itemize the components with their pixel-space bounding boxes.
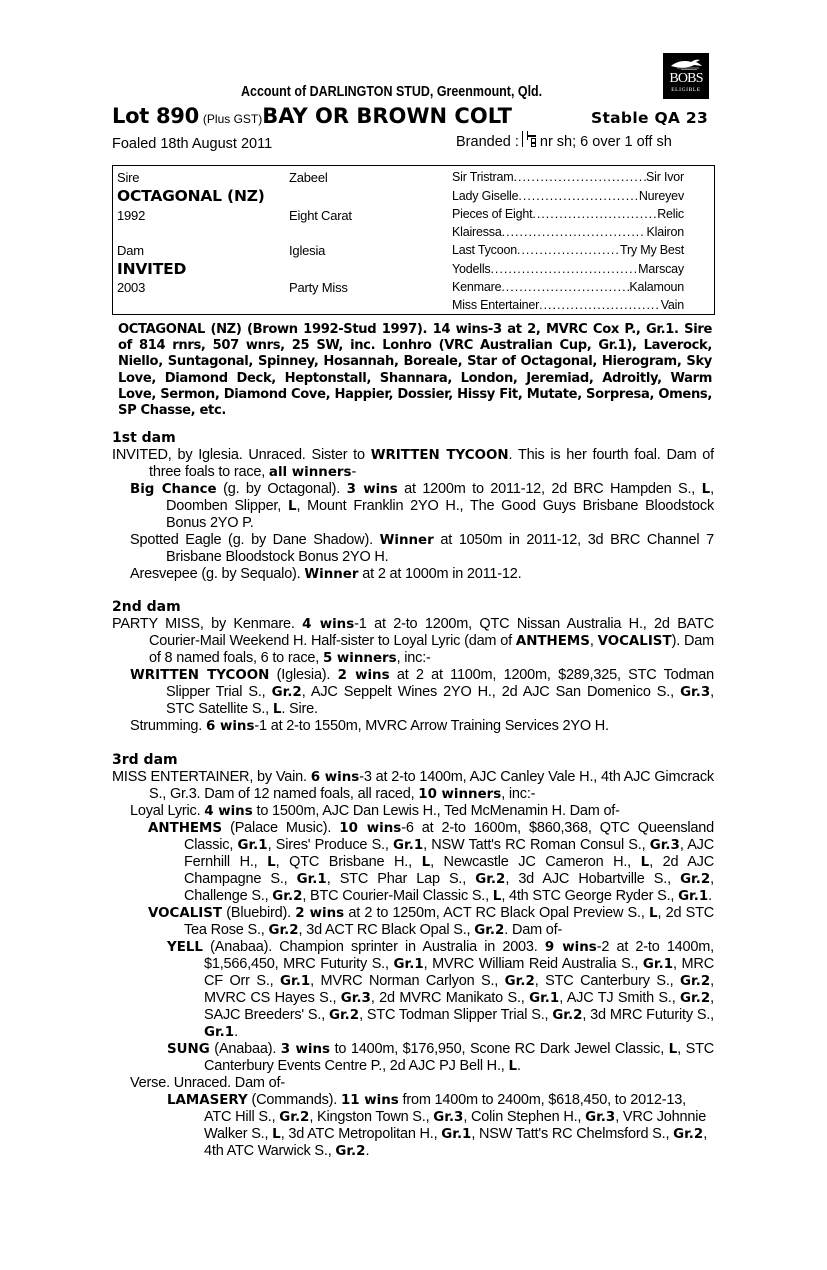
bold-text: L (267, 855, 276, 870)
plus-gst-note: (Plus GST) (202, 112, 263, 126)
bold-text: Gr.1 (393, 838, 424, 853)
bold-text: L (648, 906, 658, 921)
bold-text: Gr.2 (680, 872, 711, 887)
bold-text: 3 wins (346, 482, 398, 497)
foaled-date: Foaled 18th August 2011 (112, 136, 273, 152)
lot-number: Lot 890 (112, 104, 199, 128)
bold-text: 4 wins (302, 617, 355, 632)
pedigree-table (112, 165, 715, 315)
bold-text: Gr.2 (504, 974, 535, 989)
produce-entry: MISS ENTERTAINER, by Vain. 6 wins-3 at 2-to 1400m, AJC Canley Vale H., 4th AJC Gimcrack S., Gr.3. Dam of 12 named foals, all raced, 10 winners, inc:- (112, 769, 714, 802)
produce-entry: Loyal Lyric. 4 wins to 1500m, AJC Dan Lewis H., Ted McMenamin H. Dam of- (130, 803, 620, 819)
bold-text: Gr.3 (649, 838, 680, 853)
bold-text: 6 wins (310, 770, 360, 785)
brand-mark-icon (522, 131, 536, 147)
great-grandparent-row: Kenmare ..... Kalamoun (452, 280, 684, 294)
bold-text: YELL (167, 940, 203, 955)
produce-entry: WRITTEN TYCOON (Iglesia). 2 wins at 2 at 1100m, 1200m, $289,325, STC Todman Slipper Trial S., Gr.2, AJC Seppelt Wines 2YO H., 2d AJC San Domenico S., Gr.3, STC Satellite S., L. Sire. (130, 667, 714, 717)
bold-text: 4 wins (204, 804, 253, 819)
bold-text: 2 wins (337, 668, 390, 683)
bold-text: Gr.2 (329, 1008, 360, 1023)
bold-text: L (421, 855, 431, 870)
bold-text: Gr.2 (268, 923, 299, 938)
bold-text: Gr.1 (529, 991, 560, 1006)
bold-text: Gr.2 (475, 872, 506, 887)
sire-summary: OCTAGONAL (NZ) (Brown 1992-Stud 1997). 14 wins-3 at 2, MVRC Cox P., Gr.1. Sire of 814 rnrs, 507 wnrs, 25 SW, inc. Lonhro (VRC Australian Cup, Gr.1), Laverock, Niello, Suntagonal, Spinney, Hosannah, Boreale, Star of Octagonal, Hierogram, Sky Love, Diamond Deck, Heptonstall, Shannara, London, Jeremiad, Adroitly, Warm Love, Sermon, Diamond Cove, Happier, Dossier, Hissy Fit, Mutate, Sorpresa, Omens, SP Chasse, etc. (118, 322, 712, 419)
bold-text: Gr.2 (552, 1008, 583, 1023)
bold-text: Gr.3 (680, 685, 711, 700)
bold-text: 6 wins (205, 719, 255, 734)
great-grandparent-row: Sir Tristram ..... Sir Ivor (452, 170, 684, 184)
produce-entry: INVITED, by Iglesia. Unraced. Sister to WRITTEN TYCOON. This is her fourth foal. Dam of three foals to race, all winners- (112, 447, 714, 480)
bold-text: Gr.3 (433, 1110, 464, 1125)
bold-text: Gr.1 (642, 957, 674, 972)
bold-text: WRITTEN TYCOON (370, 448, 509, 463)
third-dam-section (112, 752, 714, 1160)
bold-text: Gr.1 (204, 1025, 235, 1040)
bold-text: Gr.1 (280, 974, 311, 989)
bold-text: WRITTEN TYCOON (130, 668, 270, 683)
produce-entry: YELL (Anabaa). Champion sprinter in Australia in 2003. 9 wins-2 at 2-to 1400m, $1,566,450, MRC Futurity S., Gr.1, MVRC William Reid Australia S., Gr.1, MRC CF Orr S., Gr.1, MVRC Norman Carlyon S., Gr.2, STC Canterbury S., Gr.2, MVRC CS Hayes S., Gr.3, 2d MVRC Manikato S., Gr.1, AJC TJ Smith S., Gr.2, SAJC Breeders' S., Gr.2, STC Todman Slipper Trial S., Gr.2, 3d MRC Futurity S., Gr.1. (167, 939, 714, 1040)
branded-label: Branded : (456, 134, 519, 150)
bold-text: L (272, 702, 282, 717)
sire-year: 1992 (117, 208, 146, 223)
bold-text: Gr.2 (680, 991, 711, 1006)
bold-text: 9 wins (544, 940, 597, 955)
bold-text: VOCALIST (148, 906, 222, 921)
produce-entry: ANTHEMS (Palace Music). 10 wins-6 at 2-to 1600m, $860,368, QTC Queensland Classic, Gr.1, Sires' Produce S., Gr.1, NSW Tatt's RC Roman Consul S., Gr.3, AJC Fernhill H., L, QTC Brisbane H., L, Newcastle JC Cameron H., L, 2d AJC Champagne S., Gr.1, STC Phar Lap S., Gr.2, 3d AJC Hobartville S., Gr.2, Challenge S., Gr.2, BTC Courier-Mail Classic S., L, 4th STC George Ryder S., Gr.1. (148, 820, 714, 904)
bold-text: Gr.3 (340, 991, 371, 1006)
bold-text: Winner (304, 567, 359, 582)
bold-text: Gr.1 (678, 889, 709, 904)
bold-text: L (640, 855, 650, 870)
colour-sex: BAY OR BROWN COLT (262, 104, 512, 128)
dam-label: Dam (117, 243, 144, 258)
bold-text: L (701, 482, 711, 497)
sire-dam: Eight Carat (289, 208, 352, 223)
sire-name: OCTAGONAL (NZ) (117, 187, 265, 205)
produce-entry: Big Chance (g. by Octagonal). 3 wins at 1200m to 2011-12, 2d BRC Hampden S., L, Doomben Slipper, L, Mount Franklin 2YO H., The Good Guys Brisbane Bloodstock Bonus 2YO P. (130, 481, 714, 531)
produce-entry: LAMASERY (Commands). 11 wins from 1400m to 2400m, $618,450, to 2012-13, ATC Hill S., Gr.2, Kingston Town S., Gr.3, Colin Stephen H., Gr.3, VRC Johnnie Walker S., L, 3d ATC Metropolitan H., Gr.1, NSW Tatt's RC Chelmsford S., Gr.2, 4th ATC Warwick S., Gr.2. (167, 1092, 708, 1159)
bold-text: Gr.1 (237, 838, 268, 853)
bold-text: Gr.2 (474, 923, 505, 938)
bold-text: Gr.3 (585, 1110, 616, 1125)
bold-text: 11 wins (340, 1093, 399, 1108)
bold-text: 10 wins (339, 821, 402, 836)
bold-text: Winner (379, 533, 434, 548)
brand-detail: nr sh; 6 over 1 off sh (539, 134, 672, 150)
bold-text: all winners (268, 465, 352, 480)
dam-year: 2003 (117, 280, 146, 295)
produce-entry: PARTY MISS, by Kenmare. 4 wins-1 at 2-to 1200m, QTC Nissan Australia H., 2d BATC Courier-Mail Weekend H. Half-sister to Loyal Lyric (dam of ANTHEMS, VOCALIST). Dam of 8 named foals, 6 to race, 5 winners, inc:- (112, 616, 714, 666)
great-grandparent-row: Miss Entertainer ..... Vain (452, 298, 684, 312)
logo-subtitle: ELIGIBLE (671, 87, 701, 93)
bold-text: L (287, 499, 297, 514)
great-grandparent-row: Last Tycoon ..... Try My Best (452, 243, 684, 257)
bold-text: Gr.2 (335, 1144, 366, 1159)
section-heading: 3rd dam (112, 752, 178, 768)
logo-title: BOBS (669, 71, 703, 86)
bold-text: Big Chance (130, 482, 217, 497)
bold-text: Gr.2 (279, 1110, 310, 1125)
bold-text: 10 winners (418, 787, 502, 802)
bold-text: Gr.1 (296, 872, 327, 887)
bold-text: L (272, 1127, 281, 1142)
bold-text: L (668, 1042, 678, 1057)
great-grandparent-row: Yodells ..... Marscay (452, 262, 684, 276)
produce-entry: VOCALIST (Bluebird). 2 wins at 2 to 1250m, ACT RC Black Opal Preview S., L, 2d STC Tea Rose S., Gr.2, 3d ACT RC Black Opal S., Gr.2. Dam of- (148, 905, 715, 938)
produce-entry: SUNG (Anabaa). 3 wins to 1400m, $176,950, Scone RC Dark Jewel Classic, L, STC Canterbury Events Centre P., 2d AJC PJ Bell H., L. (167, 1041, 714, 1074)
second-dam-section (112, 599, 714, 735)
bold-text: Gr.1 (441, 1127, 472, 1142)
bold-text: SUNG (167, 1042, 210, 1057)
bold-text: Gr.2 (271, 685, 302, 700)
bobs-eligible-logo (663, 53, 709, 99)
section-heading: 2nd dam (112, 599, 181, 615)
section-heading: 1st dam (112, 430, 176, 446)
sire-label: Sire (117, 170, 140, 185)
bold-text: Gr.2 (680, 974, 711, 989)
bold-text: 5 winners (322, 651, 397, 666)
bold-text: 3 wins (280, 1042, 331, 1057)
produce-entry: Spotted Eagle (g. by Dane Shadow). Winner at 1050m in 2011-12, 3d BRC Channel 7 Brisbane Bloodstock Bonus 2YO H. (130, 532, 714, 565)
dam-name: INVITED (117, 260, 187, 278)
bold-text: VOCALIST (597, 634, 672, 649)
first-dam-section (112, 430, 714, 583)
sire-sire: Zabeel (289, 170, 328, 185)
bold-text: LAMASERY (167, 1093, 248, 1108)
bold-text: L (492, 889, 502, 904)
produce-entry: Verse. Unraced. Dam of- (130, 1075, 285, 1091)
brand-info (456, 134, 672, 150)
dam-sire: Iglesia (289, 243, 326, 258)
horse-head-icon (669, 58, 703, 70)
bold-text: L (508, 1059, 517, 1074)
bold-text: Gr.1 (393, 957, 424, 972)
great-grandparent-row: Lady Giselle ..... Nureyev (452, 189, 684, 203)
bold-text: Gr.2 (272, 889, 303, 904)
dam-dam: Party Miss (289, 280, 348, 295)
produce-entry: Aresvepee (g. by Sequalo). Winner at 2 at 1000m in 2011-12. (130, 566, 522, 582)
bold-text: 2 wins (295, 906, 345, 921)
vendor-account: Account of DARLINGTON STUD, Greenmount, Qld. (241, 84, 543, 100)
bold-text: ANTHEMS (515, 634, 590, 649)
produce-entry: Strumming. 6 wins-1 at 2-to 1550m, MVRC Arrow Training Services 2YO H. (130, 718, 609, 734)
bold-text: Gr.2 (673, 1127, 704, 1142)
great-grandparent-row: Klairessa ..... Klairon (452, 225, 684, 239)
lot-line (112, 104, 512, 128)
great-grandparent-row: Pieces of Eight ..... Relic (452, 207, 684, 221)
stable-number: Stable QA 23 (591, 109, 709, 127)
bold-text: ANTHEMS (148, 821, 223, 836)
